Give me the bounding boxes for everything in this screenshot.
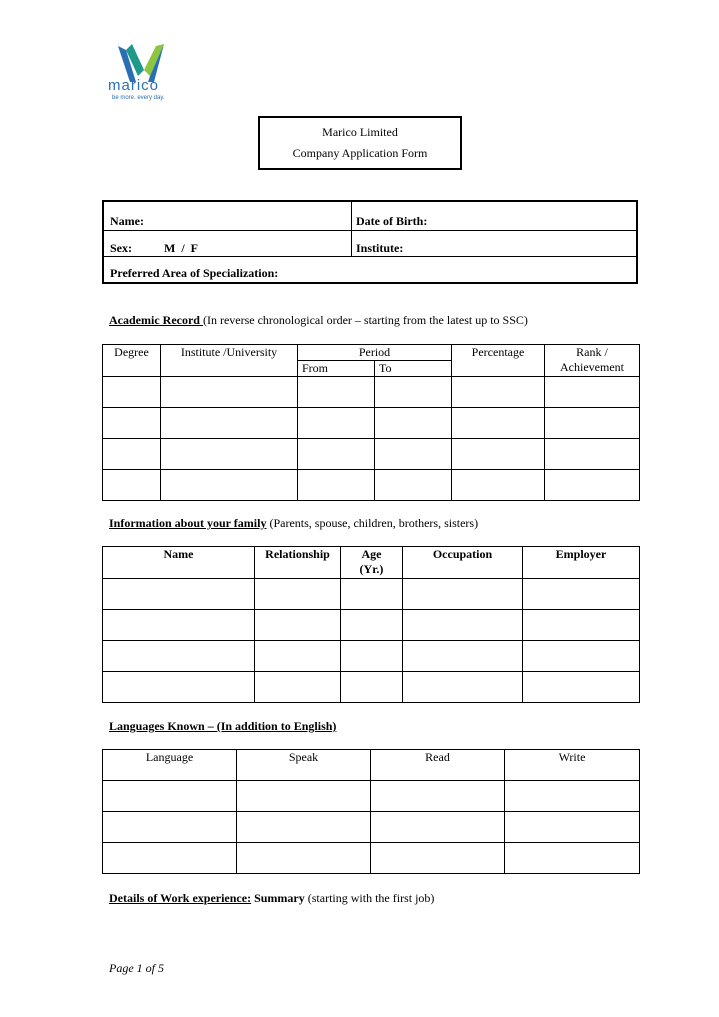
work-heading bbox=[109, 891, 434, 906]
col-read: Read bbox=[371, 750, 505, 781]
col-period: Period bbox=[298, 345, 452, 361]
family-heading-note: (Parents, spouse, children, brothers, sisters) bbox=[266, 516, 479, 530]
personal-details-table bbox=[102, 200, 638, 284]
table-row bbox=[103, 610, 640, 641]
academic-heading-title: Academic Record bbox=[109, 313, 203, 327]
languages-table bbox=[102, 749, 640, 874]
logo-tagline: be more. every day. bbox=[112, 95, 165, 101]
name-label: Name: bbox=[110, 214, 144, 228]
form-title-box bbox=[258, 116, 462, 170]
col-language: Language bbox=[103, 750, 237, 781]
table-row bbox=[103, 579, 640, 610]
col-rank-line1: Rank / bbox=[576, 345, 608, 359]
col-institute: Institute /University bbox=[161, 345, 298, 377]
col-relationship: Relationship bbox=[255, 547, 341, 579]
col-employer: Employer bbox=[523, 547, 640, 579]
languages-heading: Languages Known – (In addition to English) bbox=[109, 719, 337, 733]
family-table bbox=[102, 546, 640, 703]
academic-table bbox=[102, 344, 640, 501]
table-row bbox=[103, 641, 640, 672]
col-occupation: Occupation bbox=[403, 547, 523, 579]
work-note: (starting with the first job) bbox=[304, 891, 435, 905]
logo-wordmark: marico bbox=[108, 77, 160, 94]
dob-label: Date of Birth: bbox=[356, 214, 428, 228]
col-rank-line2: Achievement bbox=[560, 360, 624, 374]
page-number: Page 1 of 5 bbox=[109, 961, 164, 975]
col-to: To bbox=[375, 361, 452, 377]
table-row bbox=[103, 470, 640, 501]
institute-label: Institute: bbox=[356, 241, 404, 255]
col-rank bbox=[545, 345, 640, 377]
form-title: Company Application Form bbox=[292, 146, 428, 160]
col-degree: Degree bbox=[103, 345, 161, 377]
table-row bbox=[103, 408, 640, 439]
academic-heading-note: (In reverse chronological order – starting from the latest up to SSC) bbox=[202, 313, 528, 327]
sex-label: Sex: bbox=[110, 241, 132, 255]
table-row bbox=[103, 781, 640, 812]
work-heading-title: Details of Work experience: bbox=[109, 891, 252, 905]
company-name: Marico Limited bbox=[322, 125, 398, 139]
col-from: From bbox=[298, 361, 375, 377]
sex-options: M / F bbox=[164, 241, 198, 255]
academic-heading bbox=[109, 313, 528, 328]
col-age-line2: (Yr.) bbox=[359, 562, 384, 576]
specialization-label: Preferred Area of Specialization: bbox=[110, 266, 279, 280]
col-write: Write bbox=[505, 750, 640, 781]
col-name: Name bbox=[103, 547, 255, 579]
col-speak: Speak bbox=[237, 750, 371, 781]
family-heading bbox=[109, 516, 478, 531]
table-row bbox=[103, 672, 640, 703]
col-age bbox=[341, 547, 403, 579]
col-age-line1: Age bbox=[361, 547, 382, 561]
work-summary: Summary bbox=[251, 891, 305, 905]
col-percentage: Percentage bbox=[452, 345, 545, 377]
table-row bbox=[103, 812, 640, 843]
table-row bbox=[103, 843, 640, 874]
table-row bbox=[103, 377, 640, 408]
family-heading-title: Information about your family bbox=[109, 516, 267, 530]
table-row bbox=[103, 439, 640, 470]
marico-logo bbox=[108, 40, 188, 104]
